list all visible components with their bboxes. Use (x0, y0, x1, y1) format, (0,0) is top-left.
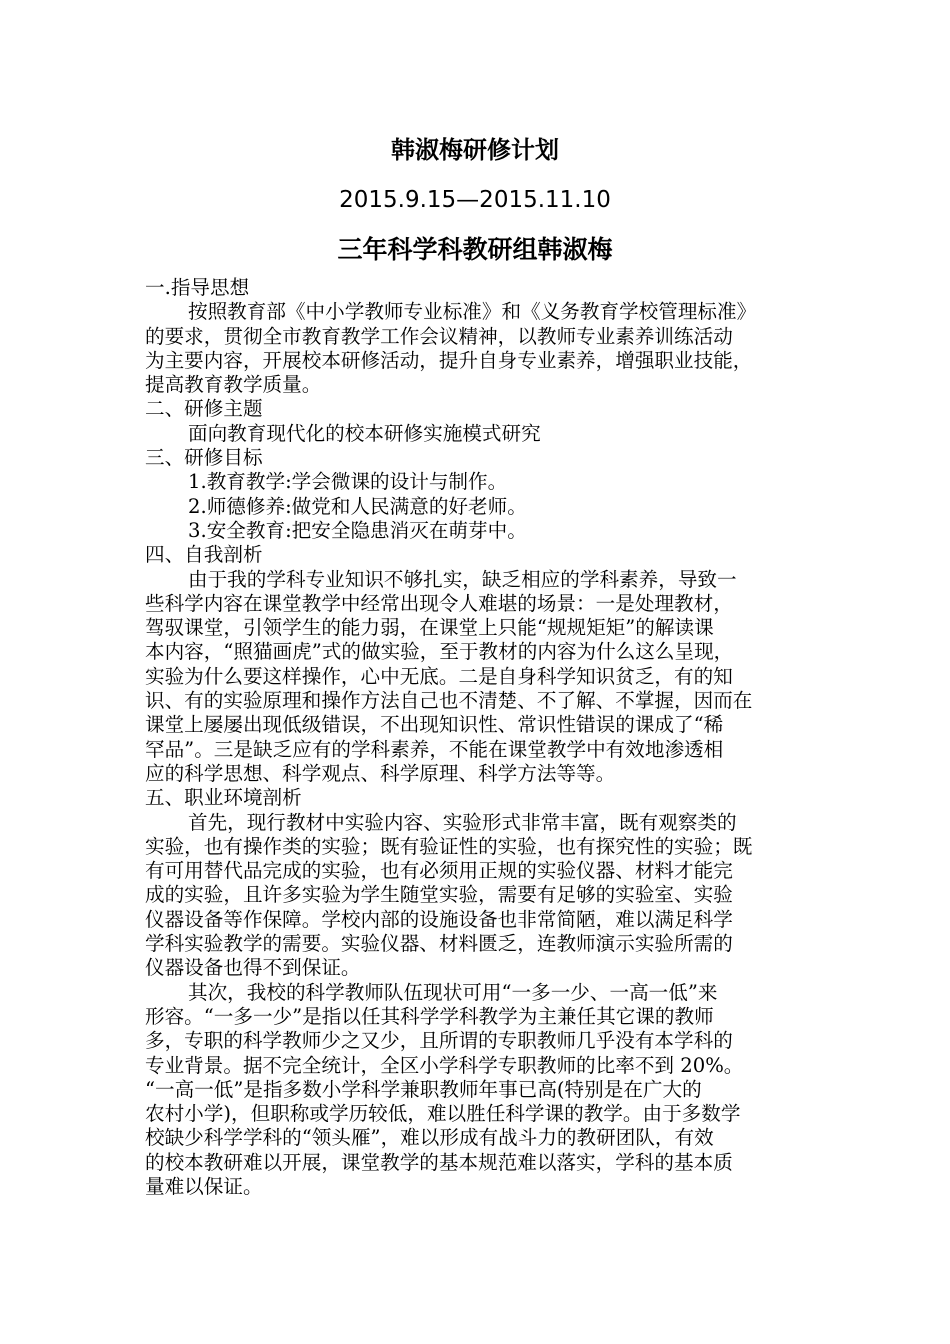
text-line: 罕品”。三是缺乏应有的学科素养，不能在课堂教学中有效地渗透相 (145, 737, 724, 761)
text-line: 面向教育现代化的校本研修实施模式研究 (188, 421, 541, 445)
text-line: 的要求，贯彻全市教育教学工作会议精神，以教师专业素养训练活动 (145, 324, 733, 348)
text-line: 课堂上屡屡出现低级错误，不出现知识性、常识性错误的课成了“稀 (145, 713, 724, 737)
text-line: 四、自我剖析 (145, 543, 263, 567)
text-line: 些科学内容在课堂教学中经常出现令人难堪的场景：一是处理教材， (145, 591, 733, 615)
text-line: 量难以保证。 (145, 1174, 263, 1198)
text-line: 驾驭课堂，引领学生的能力弱，在课堂上只能“规规矩矩”的解读课 (145, 616, 714, 640)
text-line: 实验为什么要这样操作，心中无底。二是自身科学知识贫乏，有的知 (145, 664, 733, 688)
text-line: 1.教育教学:学会微课的设计与制作。 (188, 470, 508, 494)
text-line: 二、研修主题 (145, 397, 263, 421)
text-line: 的校本教研难以开展，课堂教学的基本规范难以落实，学科的基本质 (145, 1150, 733, 1174)
text-line: 其次，我校的科学教师队伍现状可用“一多一少、一高一低”来 (188, 980, 718, 1004)
text-line: 按照教育部《中小学教师专业标准》和《义务教育学校管理标准》 (188, 300, 757, 324)
text-line: 学科实验教学的需要。实验仪器、材料匮乏，连教师演示实验所需的 (145, 932, 733, 956)
text-line: 为主要内容，开展校本研修活动，提升自身专业素养，增强职业技能， (145, 348, 753, 372)
text-line: 本内容，“照猫画虎”式的做实验，至于教材的内容为什么这么呈现， (145, 640, 734, 664)
author-line: 三年科学科教研组韩淑梅 (337, 235, 613, 264)
text-line: 三、研修目标 (145, 446, 263, 470)
text-line: 3.安全教育:把安全隐患消灭在萌芽中。 (188, 518, 527, 542)
text-line: 首先，现行教材中实验内容、实验形式非常丰富，既有观察类的 (188, 810, 737, 834)
text-line: 仪器设备也得不到保证。 (145, 956, 361, 980)
text-line: 应的科学思想、科学观点、科学原理、科学方法等等。 (145, 761, 616, 785)
text-line: 实验，也有操作类的实验；既有验证性的实验，也有探究性的实验；既 (145, 834, 753, 858)
text-line: 有可用替代品完成的实验，也有必须用正规的实验仪器、材料才能完 (145, 859, 733, 883)
text-line: 校缺少科学学科的“领头雁”，难以形成有战斗力的教研团队，有效 (145, 1126, 714, 1150)
text-line: “一高一低”是指多数小学科学兼职教师年事已高(特别是在广大的 (145, 1077, 702, 1101)
document-body (145, 276, 821, 1199)
text-line: 农村小学)，但职称或学历较低，难以胜任科学课的教学。由于多数学 (145, 1102, 741, 1126)
text-line: 由于我的学科专业知识不够扎实，缺乏相应的学科素养，导致一 (188, 567, 737, 591)
text-line: 识、有的实验原理和操作方法自己也不清楚、不了解、不掌握，因而在 (145, 689, 753, 713)
text-line: 专业背景。据不完全统计，全区小学科学专职教师的比率不到 20%。 (145, 1053, 744, 1077)
text-line: 形容。“一多一少”是指以任其科学学科教学为主兼任其它课的教师 (145, 1004, 714, 1028)
text-line: 成的实验，且许多实验为学生随堂实验，需要有足够的实验室、实验 (145, 883, 733, 907)
date-range: 2015.9.15—2015.11.10 (339, 187, 611, 213)
text-line: 一.指导思想 (145, 276, 250, 299)
text-line: 提高教育教学质量。 (145, 373, 322, 397)
text-line: 多，专职的科学教师少之又少，且所谓的专职教师几乎没有本学科的 (145, 1029, 733, 1053)
text-line: 2.师德修养:做党和人民满意的好老师。 (188, 494, 527, 518)
document-title: 韩淑梅研修计划 (391, 136, 559, 164)
text-line: 五、职业环境剖析 (145, 786, 302, 810)
text-line: 仪器设备等作保障。学校内部的设施设备也非常简陋，难以满足科学 (145, 907, 733, 931)
